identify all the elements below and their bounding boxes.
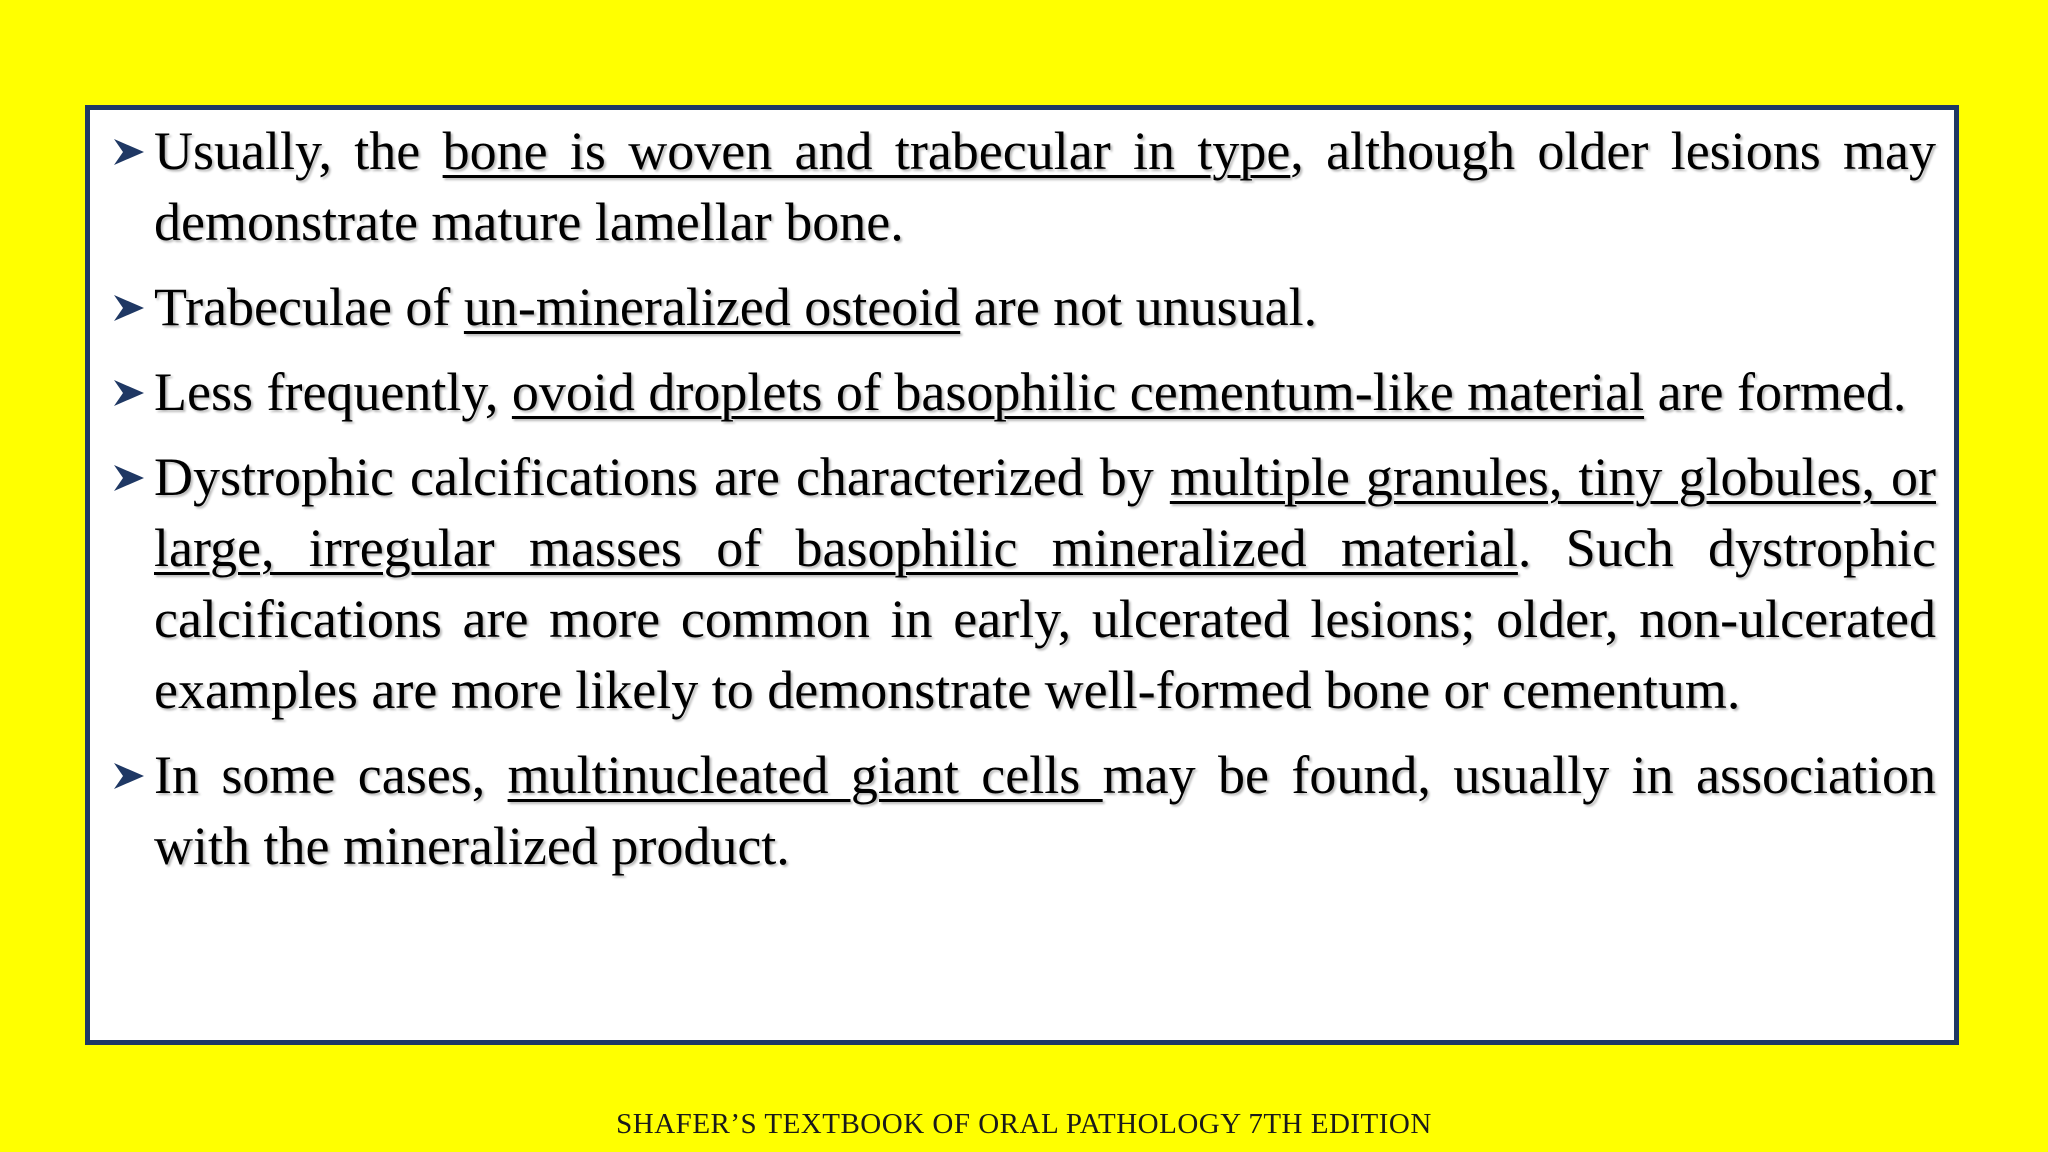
bullet-underlined-phrase: ovoid droplets of basophilic cementum-like material: [511, 362, 1645, 422]
content-box: [85, 105, 1959, 1045]
bullet-list: [112, 116, 1936, 882]
bullet-segment: Dystrophic calcifications are characterized by: [154, 447, 1170, 507]
bullet-text: [154, 442, 1936, 726]
bullet-item: [112, 442, 1936, 726]
bullet-item: [112, 740, 1936, 882]
bullet-segment: may be found, usually in association with the mineralized product.: [154, 745, 1936, 876]
arrowhead-icon: [112, 357, 154, 428]
bullet-segment: are not unusual.: [960, 277, 1318, 337]
bullet-segment: In some cases,: [154, 745, 508, 805]
arrowhead-icon: [112, 442, 154, 513]
bullet-segment: Trabeculae of: [154, 277, 464, 337]
bullet-segment: are formed.: [1644, 362, 1907, 422]
arrowhead-icon: [112, 272, 154, 343]
bullet-item: [112, 116, 1936, 258]
bullet-text: [154, 272, 1936, 343]
bullet-segment: Usually, the: [154, 121, 443, 181]
bullet-text: [154, 740, 1936, 882]
arrowhead-icon: [112, 116, 154, 187]
bullet-item: [112, 272, 1936, 343]
bullet-text: [154, 116, 1936, 258]
arrowhead-icon: [112, 740, 154, 811]
bullet-item: [112, 357, 1936, 428]
bullet-segment: . Such dystrophic calcifications are more common in early, ulcerated lesions; older, non-ulcerated examples are more likely to demonstrate well-formed bone or cementum.: [154, 518, 1936, 720]
bullet-underlined-phrase: multiple granules, tiny globules, or large, irregular masses of basophilic mineralized material: [154, 447, 1936, 578]
source-citation: SHAFER’S TEXTBOOK OF ORAL PATHOLOGY 7TH EDITION: [616, 1108, 1432, 1140]
bullet-text: [154, 357, 1936, 428]
bullet-underlined-phrase: bone is woven and trabecular in type: [442, 121, 1291, 181]
bullet-segment: , although older lesions may demonstrate mature lamellar bone.: [154, 121, 1936, 252]
bullet-segment: Less frequently,: [154, 362, 512, 422]
bullet-underlined-phrase: un-mineralized osteoid: [463, 277, 961, 337]
bullet-underlined-phrase: multinucleated giant cells: [507, 745, 1103, 805]
